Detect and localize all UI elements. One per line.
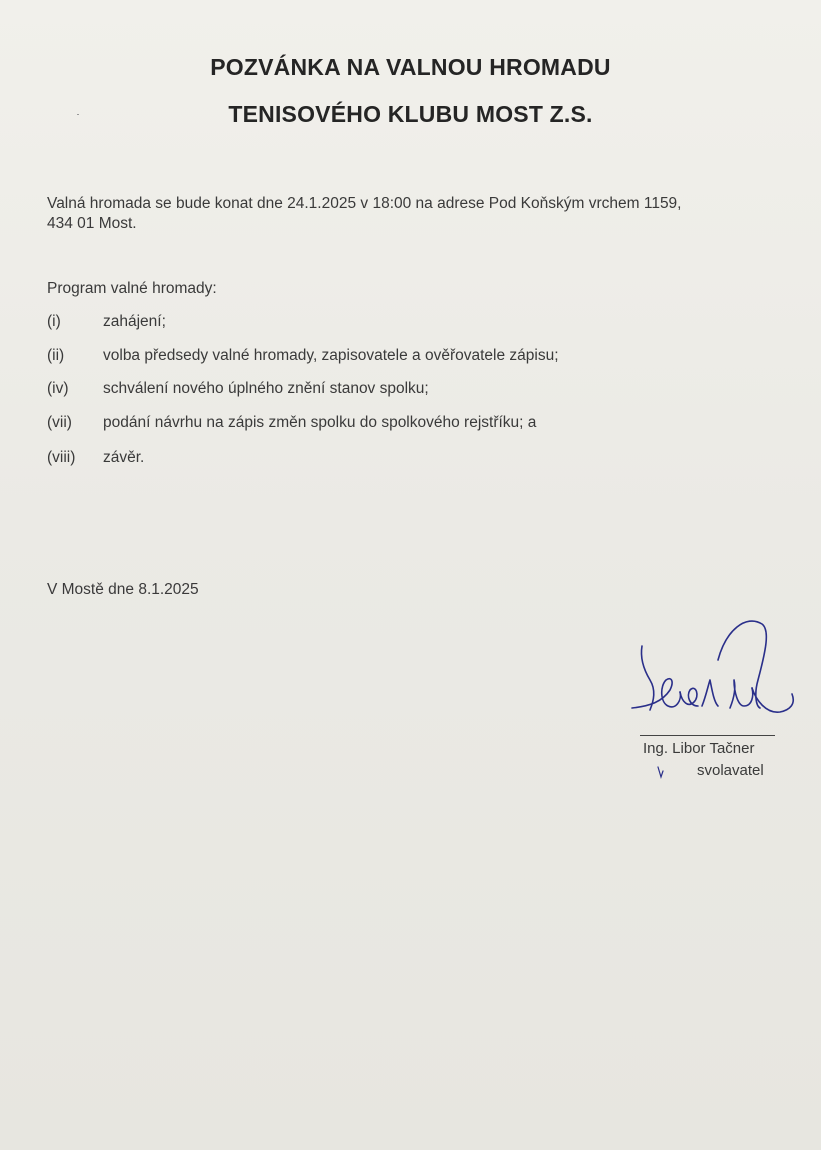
meeting-details-line-1: Valná hromada se bude konat dne 24.1.2025 v 18:00 na adrese Pod Koňským vrchem 1159,: [47, 195, 682, 212]
signature-line: [640, 735, 775, 736]
meeting-details: [47, 194, 767, 234]
agenda-item-text: volba předsedy valné hromady, zapisovatele a ověřovatele zápisu;: [103, 347, 559, 364]
program-heading: Program valné hromady:: [47, 280, 217, 297]
signer-name: Ing. Libor Tačner: [643, 740, 755, 757]
handwritten-signature: [630, 610, 800, 740]
agenda-item-number: (vii): [47, 414, 72, 431]
agenda-item-number: (i): [47, 313, 61, 330]
agenda-item-text: schválení nového úplného znění stanov spolku;: [103, 380, 429, 397]
agenda-item-text: závěr.: [103, 449, 145, 466]
document-title-line-1: POZVÁNKA NA VALNOU HROMADU: [210, 54, 611, 80]
agenda-item-number: (iv): [47, 380, 69, 397]
place-and-date: V Mostě dne 8.1.2025: [47, 581, 199, 598]
meeting-details-line-2: 434 01 Most.: [47, 215, 137, 232]
check-mark-icon: [655, 764, 669, 780]
document-title-line-2: TENISOVÉHO KLUBU MOST Z.S.: [228, 101, 593, 127]
agenda-item-number: (ii): [47, 347, 65, 364]
agenda-item-text: podání návrhu na zápis změn spolku do spolkového rejstříku; a: [103, 414, 537, 431]
signer-role: svolavatel: [697, 762, 764, 779]
agenda-item-number: (viii): [47, 449, 76, 466]
agenda-item-text: zahájení;: [103, 313, 166, 330]
